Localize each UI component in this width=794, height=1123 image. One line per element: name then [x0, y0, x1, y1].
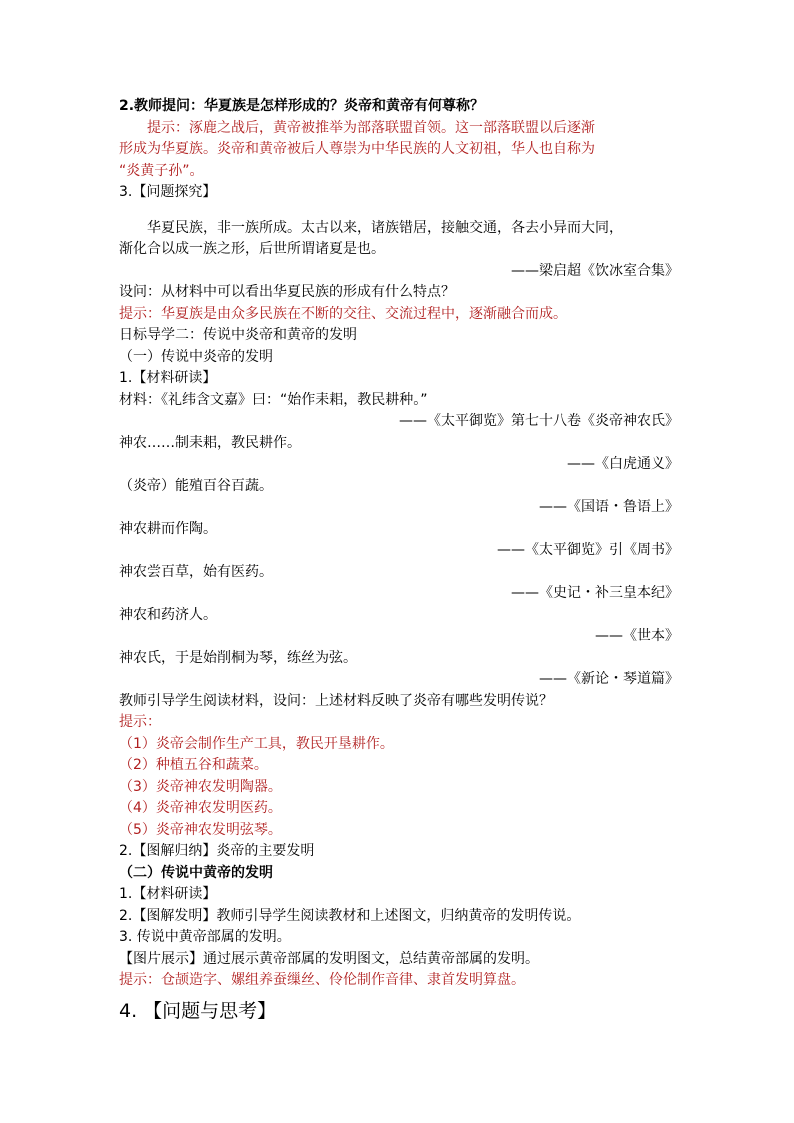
- material-title: 1.【材料研读】: [119, 370, 217, 386]
- hint-line: 提示：涿鹿之战后，黄帝被推举为部落联盟首领。这一部落联盟以后逐渐: [147, 119, 595, 136]
- picture-display-line: 【图片展示】通过展示黄帝部属的发明图文，总结黄帝部属的发明。: [119, 950, 539, 967]
- teacher-question-heading: 2.教师提问：华夏族是怎样形成的？炎帝和黄帝有何尊称？: [119, 98, 485, 114]
- material-text: 神农尝百草，始有医药。: [119, 563, 273, 580]
- hint-label: 提示：: [119, 714, 161, 730]
- question-line: 设问：从材料中可以看出华夏民族的形成有什么特点？: [119, 284, 455, 300]
- hint-line: 提示：仓颉造字、嫘组养蚕缫丝、伶伦制作音律、隶首发明算盘。: [119, 972, 525, 988]
- section-heading: 3. 传说中黄帝部属的发明。: [119, 929, 291, 945]
- material-source: ——《新论・琴道篇》: [539, 671, 679, 687]
- subsection-heading: （二）传说中黄帝的发明: [119, 864, 273, 881]
- section-heading: 2.【图解发明】教师引导学生阅读教材和上述图文，归纳黄帝的发明传说。: [119, 907, 581, 924]
- material-source: ——《白虎通义》: [567, 456, 679, 472]
- hint-line: 提示：华夏族是由众多民族在不断的交往、交流过程中，逐渐融合而成。: [119, 305, 567, 322]
- hint-item: （4）炎帝神农发明医药。: [119, 800, 282, 816]
- section-heading: 1.【材料研读】: [119, 886, 217, 902]
- material-text: 神农耕而作陶。: [119, 520, 217, 537]
- goal-heading: 日标导学二：传说中炎帝和黄帝的发明: [119, 327, 357, 343]
- quote-line: 渐化合以成一族之形，后世所谓诸夏是也。: [119, 241, 385, 257]
- material-source: ——《史记・补三皇本纪》: [511, 585, 679, 601]
- subsection-heading: （一）传说中炎帝的发明: [119, 348, 273, 365]
- material-source: ——《国语・鲁语上》: [539, 499, 679, 515]
- material-text: 神农氏，于是始削桐为琴，练丝为弦。: [119, 649, 357, 666]
- material-source: ——《太平御览》引《周书》: [497, 542, 679, 558]
- spacer: [119, 204, 679, 218]
- quote-source: ——梁启超《饮冰室合集》: [511, 262, 679, 279]
- section-heading: 3.【问题探究】: [119, 184, 217, 200]
- material-text: （炎帝）能殖百谷百蔬。: [119, 477, 273, 494]
- hint-item: （3）炎帝神农发明陶器。: [119, 778, 282, 795]
- material-source: ——《太平御览》第七十八卷《炎帝神农氏》: [399, 413, 679, 429]
- guide-question: 教师引导学生阅读材料，设问：上述材料反映了炎帝有哪些发明传说？: [119, 692, 553, 709]
- section-heading: 2.【图解归纳】炎帝的主要发明: [119, 843, 315, 859]
- document-body: [119, 96, 679, 1030]
- material-source: ——《世本》: [595, 628, 679, 644]
- material-text: 材料：《礼纬含文嘉》曰：“始作耒耜，教民耕种。”: [119, 391, 428, 408]
- material-text: 神农……制耒耜，教民耕作。: [119, 434, 301, 451]
- material-text: 神农和药济人。: [119, 606, 217, 623]
- section-heading-large: 4. 【问题与思考】: [119, 999, 277, 1022]
- hint-line: “炎黄子孙”。: [119, 162, 204, 179]
- hint-item: （1）炎帝会制作生产工具，教民开垦耕作。: [119, 735, 394, 752]
- hint-line: 形成为华夏族。炎帝和黄帝被后人尊崇为中华民族的人文初祖，华人也自称为: [119, 141, 595, 157]
- quote-line: 华夏民族，非一族所成。太古以来，诸族错居，接触交通，各去小异而大同，: [147, 219, 623, 236]
- hint-item: （5）炎帝神农发明弦琴。: [119, 821, 282, 838]
- hint-item: （2）种植五谷和蔬菜。: [119, 757, 268, 773]
